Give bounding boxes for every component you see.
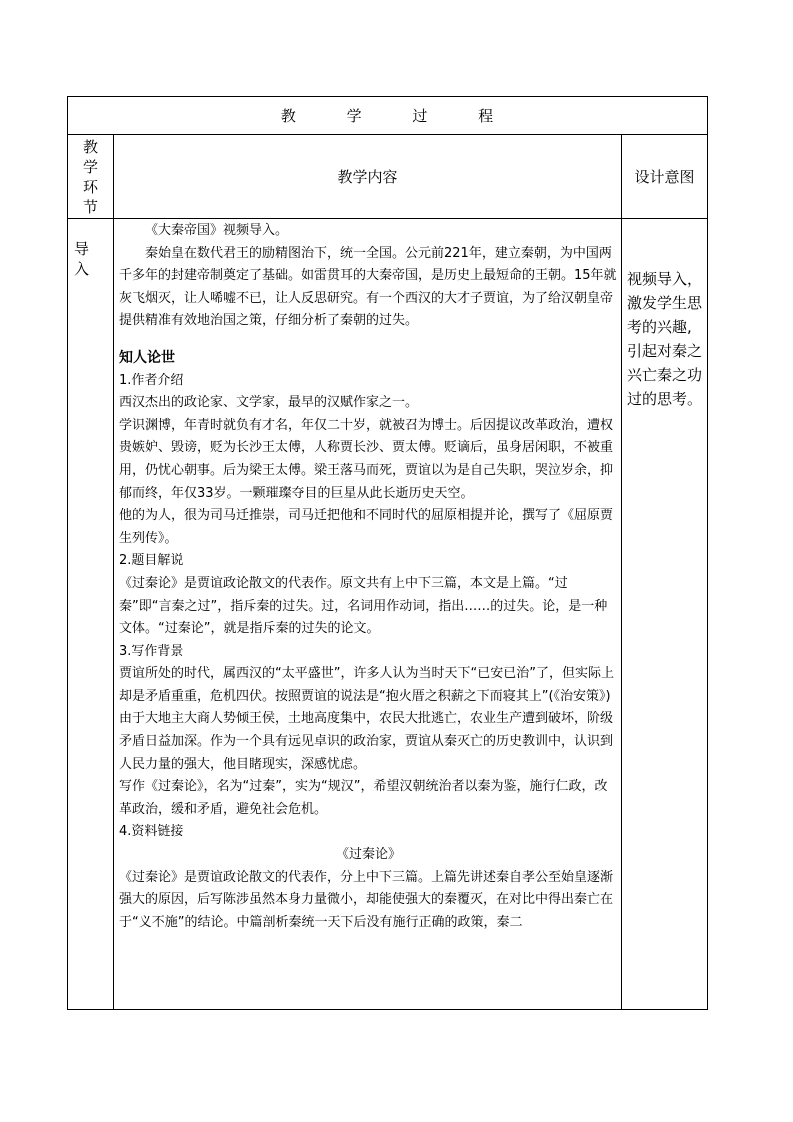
background-paragraph-1: 贾谊所处的时代，属西汉的“太平盛世”，许多人认为当时天下“已安已治”了，但实际上却是矛盾重重，危机四伏。按照贾谊的说法是“抱火厝之积薪之下而寝其上”(《治安策》)由于大地主大商人势倾王侯，土地高度集中，农民大批逃亡，农业生产遭到破坏，阶级矛盾日益加深。作为一个具有远见卓识的政治家，贾谊从秦灭亡的历史教训中，认识到人民力量的强大，他目睹现实，深感忧虑。 — [119, 666, 614, 772]
materials-paragraph: 《过秦论》是贾谊政论散文的代表作，分上中下三篇。上篇先讲述秦自孝公至始皇逐渐强大的原因，后写陈涉虽然本身力量微小，却能使强大的秦覆灭，在对比中得出秦亡在于“义不施”的结论。中篇剖析秦统一天下后没有施行正确的政策，秦二 — [119, 869, 614, 930]
intent-cell: 视频导入，激发学生思考的兴趣,引起对秦之兴亡秦之功过的思考。 — [622, 219, 708, 1010]
content-body — [119, 220, 618, 1009]
background-paragraph-2: 写作《过秦论》，名为“过秦”，实为“规汉”，希望汉朝统治者以秦为鉴，施行仁政，改革政治，缓和矛盾，避免社会危机。 — [119, 779, 608, 817]
content-column-header: 教学内容 — [114, 135, 622, 219]
section-title: 知人论世 — [119, 349, 175, 366]
table-title: 教 学 过 程 — [68, 97, 708, 135]
stage-cell — [68, 219, 114, 1010]
author-paragraph-2: 学识渊博，年青时就负有才名，年仅二十岁，就被召为博士。后因提议改革政治，遭权贵嫉妒、毁谤，贬为长沙王太傅，人称贾长沙、贾太傅。贬谪后，虽身居闲职，不被重用，仍忧心朝事。后为梁王太傅。梁王落马而死，贾谊以为是自己失职，哭泣岁余，抑郁而终，年仅33岁。一颗璀璨夺目的巨星从此长逝历史天空。 — [119, 417, 614, 501]
title-row — [68, 97, 708, 135]
spacer — [119, 333, 618, 347]
header-row — [68, 135, 708, 219]
author-paragraph-1: 西汉杰出的政论家、文学家，最早的汉赋作家之一。 — [119, 395, 419, 411]
stage-label: 导入 — [74, 240, 90, 278]
title-explain-paragraph: 《过秦论》是贾谊政论散文的代表作。原文共有上中下三篇，本文是上篇。“过秦”即“言秦之过”，指斥秦的过失。过，名词用作动词，指出……的过失。论，是一种文体。“过秦论”，就是指斥秦的过失的论文。 — [119, 575, 608, 637]
author-paragraph-3: 他的为人，很为司马迁推崇，司马迁把他和不同时代的屈原相提并论，撰写了《屈原贾生列传》。 — [119, 508, 614, 546]
materials-heading: 4.资料链接 — [119, 824, 184, 840]
stage-column-header-text: 教学环节 — [82, 137, 98, 216]
intro-line: 《大秦帝国》视频导入。 — [145, 223, 289, 238]
table-row — [68, 219, 708, 1010]
background-heading: 3.写作背景 — [119, 643, 184, 659]
intro-paragraph: 秦始皇在数代君王的励精图治下，统一全国。公元前221年，建立秦朝，为中国两千多年的封建帝制奠定了基础。如雷贯耳的大秦帝国，是历史上最短命的王朝。15年就灰飞烟灭，让人唏嘘不已，让人反思研究。有一个西汉的大才子贾谊，为了给汉朝皇帝提供精准有效地治国之策，仔细分析了秦朝的过失。 — [119, 245, 617, 329]
author-heading: 1.作者介绍 — [119, 372, 184, 388]
lesson-table — [67, 96, 708, 1010]
intent-column-header: 设计意图 — [622, 135, 708, 219]
title-explain-heading: 2.题目解说 — [119, 553, 184, 569]
materials-title: 《过秦论》 — [335, 847, 401, 863]
stage-column-header — [68, 135, 114, 219]
content-cell — [114, 219, 622, 1010]
